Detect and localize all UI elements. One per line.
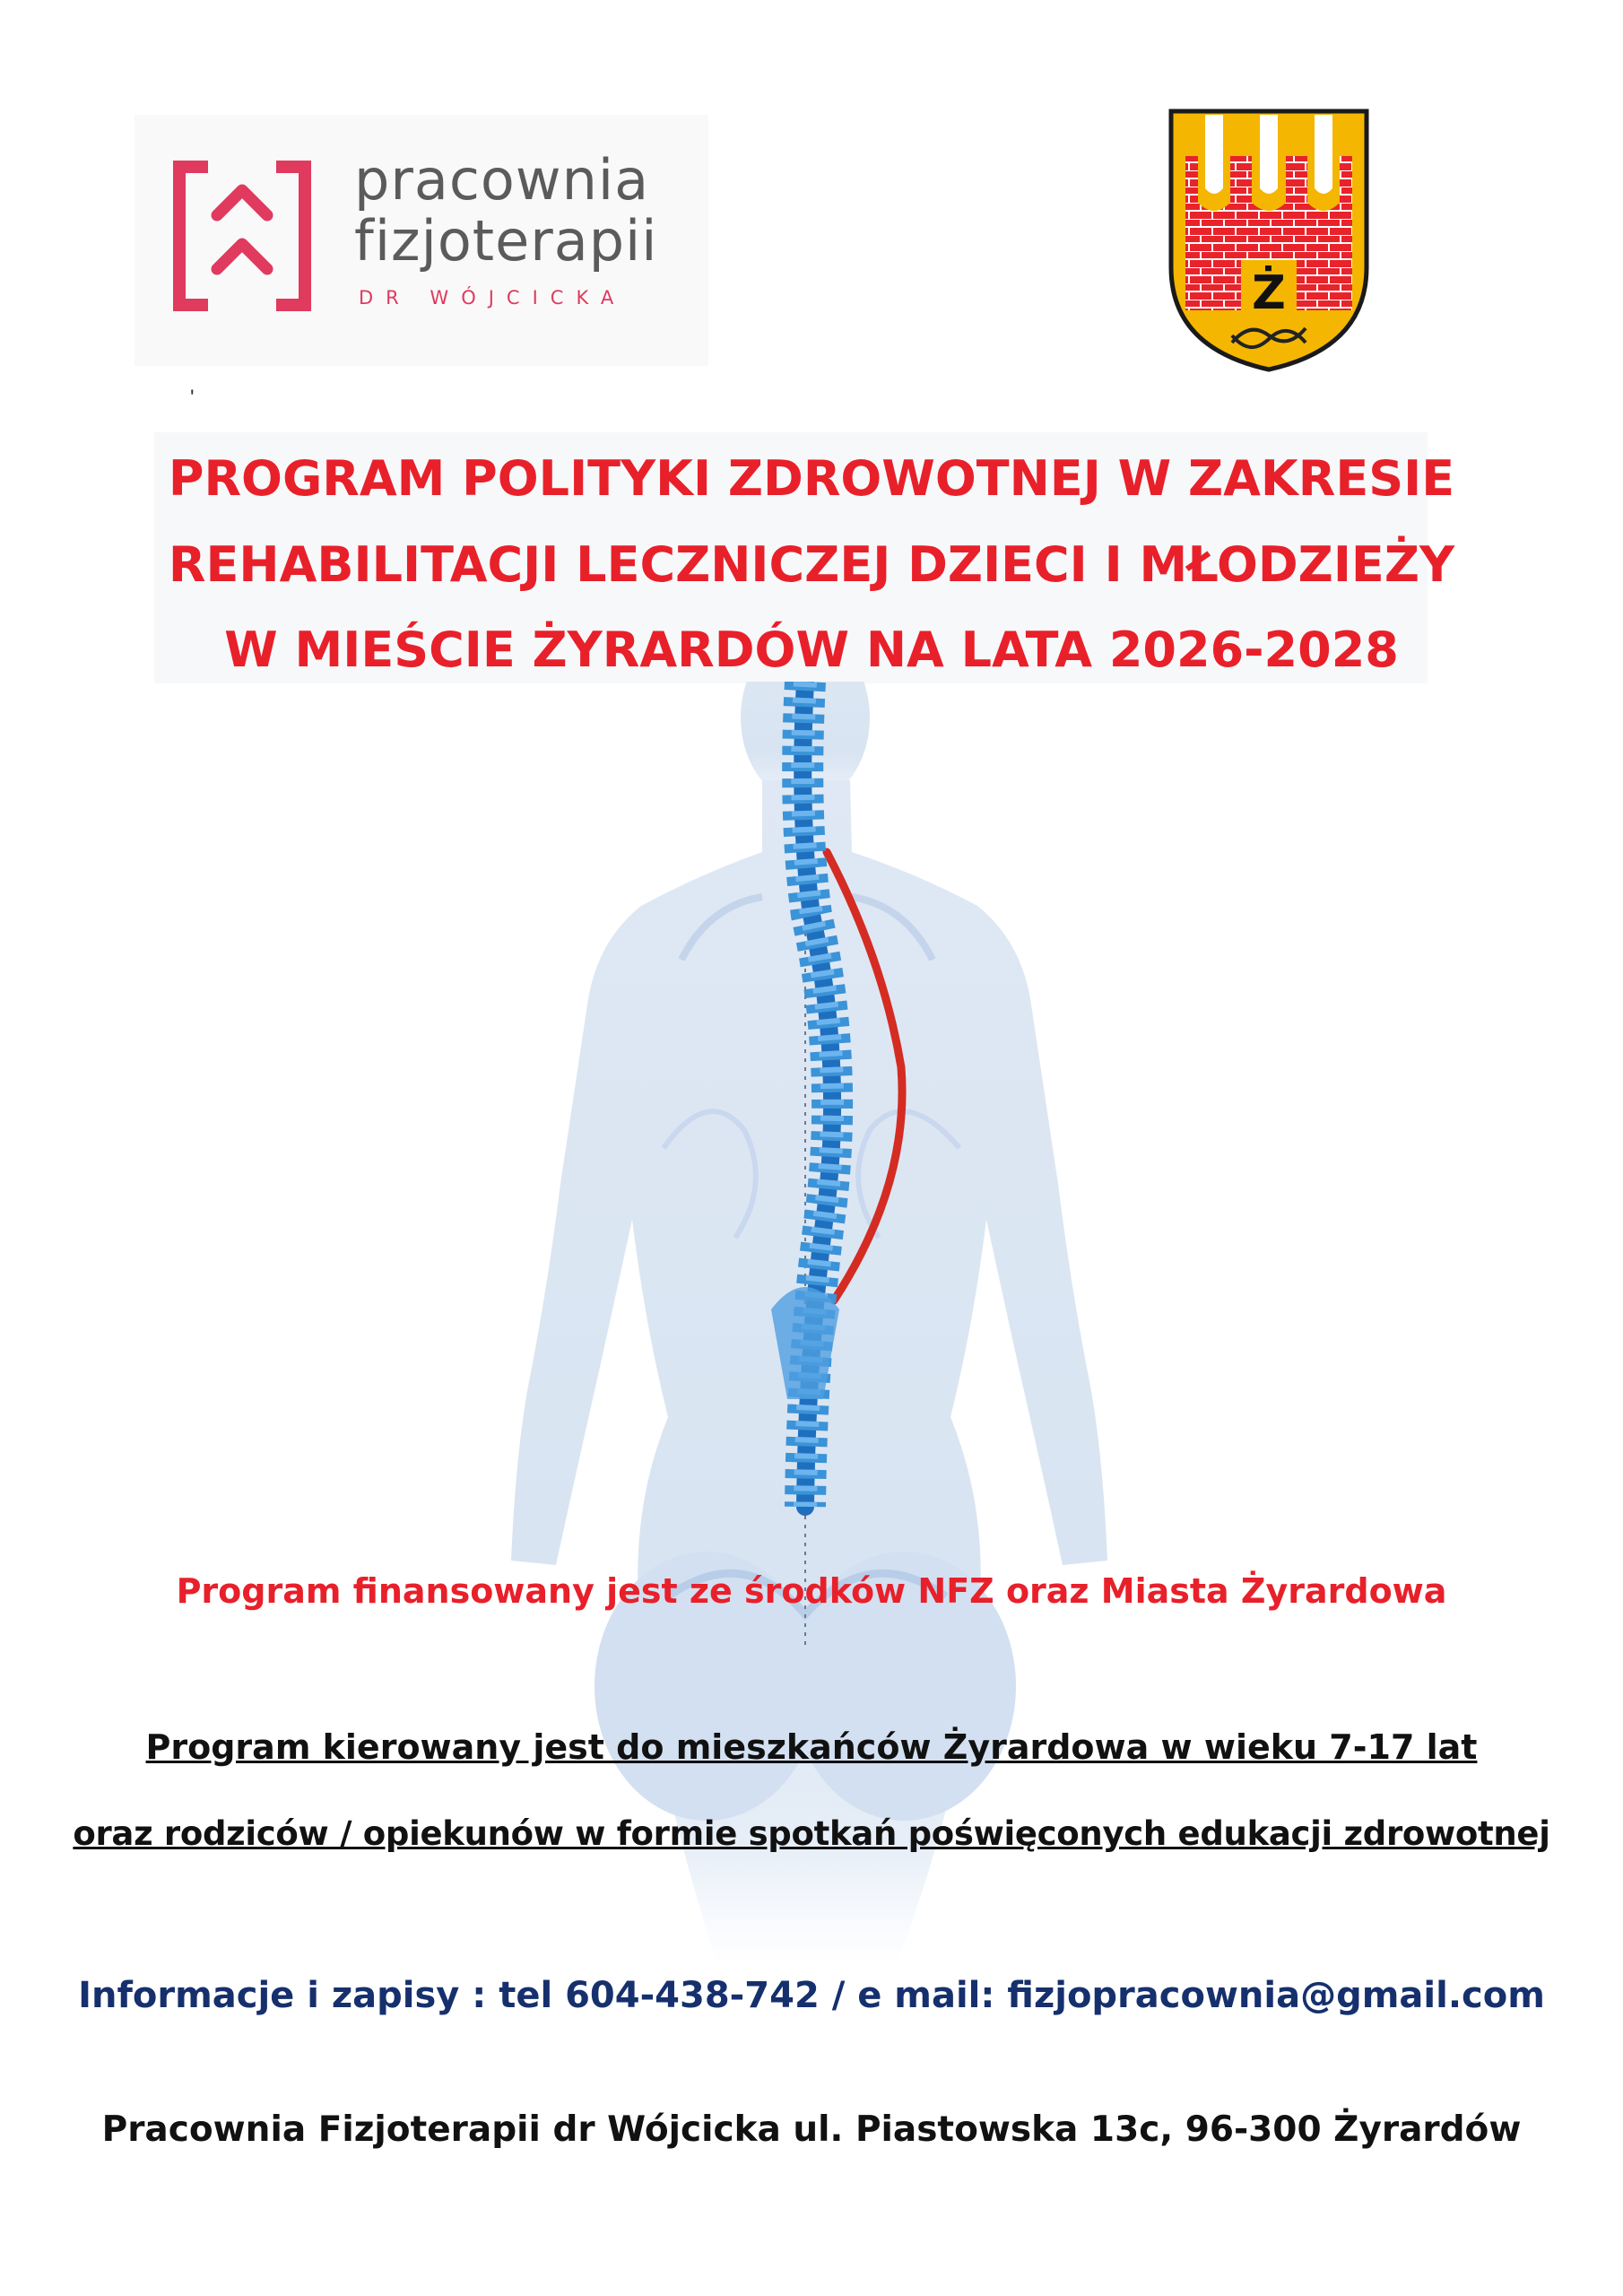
clinic-address: Pracownia Fizjoterapii dr Wójcicka ul. Piastowska 13c, 96-300 Żyrardów <box>101 2109 1522 2150</box>
title-line-2: REHABILITACJI LECZNICZEJ DZIECI I MŁODZIEŻY <box>168 536 1455 593</box>
logo-subtitle: DR WÓJCICKA <box>359 287 627 309</box>
stray-tick-mark: ' <box>190 386 195 410</box>
target-group-line-1: Program kierowany jest do mieszkańców Żyrardowa w wieku 7-17 lat <box>145 1727 1478 1767</box>
target-group-line-2: oraz rodziców / opiekunów w formie spotkań poświęconych edukacji zdrowotnej <box>73 1814 1550 1853</box>
clinic-logo <box>135 115 708 366</box>
clinic-logo-mark-icon <box>170 160 314 312</box>
coat-of-arms-icon <box>1166 106 1372 375</box>
funding-info: Program finansowany jest ze środków NFZ oraz Miasta Żyrardowa <box>176 1571 1447 1611</box>
title-line-3: W MIEŚCIE ŻYRARDÓW NA LATA 2026-2028 <box>224 622 1399 678</box>
logo-name-line1: pracownia <box>354 147 650 213</box>
contact-info: Informacje i zapisy : tel 604-438-742 / e mail: fizjopracownia@gmail.com <box>78 1975 1545 2016</box>
logo-name-line2: fizjoterapii <box>354 208 658 274</box>
coat-letter: Ż <box>1252 266 1286 320</box>
spine-scoliosis-illustration <box>475 682 1211 1964</box>
title-line-1: PROGRAM POLITYKI ZDROWOTNEJ W ZAKRESIE <box>168 450 1455 507</box>
